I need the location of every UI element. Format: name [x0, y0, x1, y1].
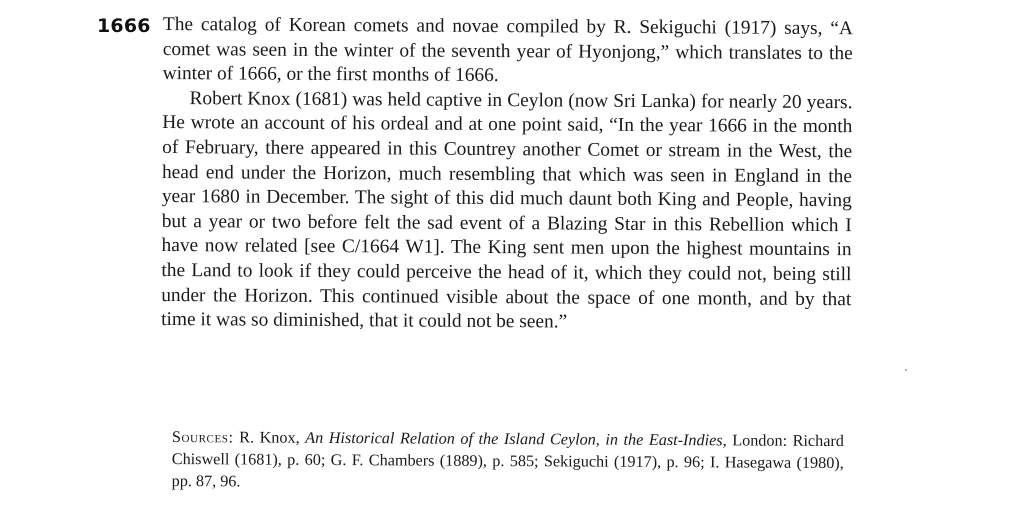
- entry-paragraph-2: Robert Knox (1681) was held captive in Ceylon (now Sri Lanka) for nearly 20 years. He wrote an account of his ordeal and at one point said, “In the year 1666 in the month of February, there appeared in this Countrey another Comet or stream in the West, the head end under the Horizon, much resembling that which was seen in England in the year 1680 in December. The sight of this did much daunt both King and People, having but a year or two before felt the sad event of a Blazing Star in this Rebellion which I have now related [see C/1664 W1]. The King sent men upon the highest mountains in the Land to look if they could perceive the head of it, which they could not, being still under the Horizon. This continued visible about the space of one month, and by that time it was so diminished, that it could not be seen.”: [161, 87, 853, 333]
- sources-note: [172, 426, 844, 496]
- entry-year-heading: 1666: [97, 15, 151, 37]
- sources-text-part-2: , London: Richard Chiswell (1681), p. 60; G. F. Chambers (1889), p. 585; Sekiguchi (1917), p. 96; I. Hasegawa (1980), pp. 87, 96.: [171, 431, 844, 491]
- scan-speck: [905, 369, 907, 371]
- sources-text-part-1: R. Knox,: [239, 428, 306, 447]
- sources-label: Sources:: [171, 427, 234, 447]
- entry-body: [161, 13, 853, 337]
- sources-book-title: An Historical Relation of the Island Ceylon, in the East-Indies: [305, 428, 723, 450]
- entry-paragraph-1: The catalog of Korean comets and novae compiled by R. Sekiguchi (1917) says, “A comet was seen in the winter of the seventh year of Hyonjong,” which translates to the winter of 1666, or the first months of 1666.: [162, 13, 853, 87]
